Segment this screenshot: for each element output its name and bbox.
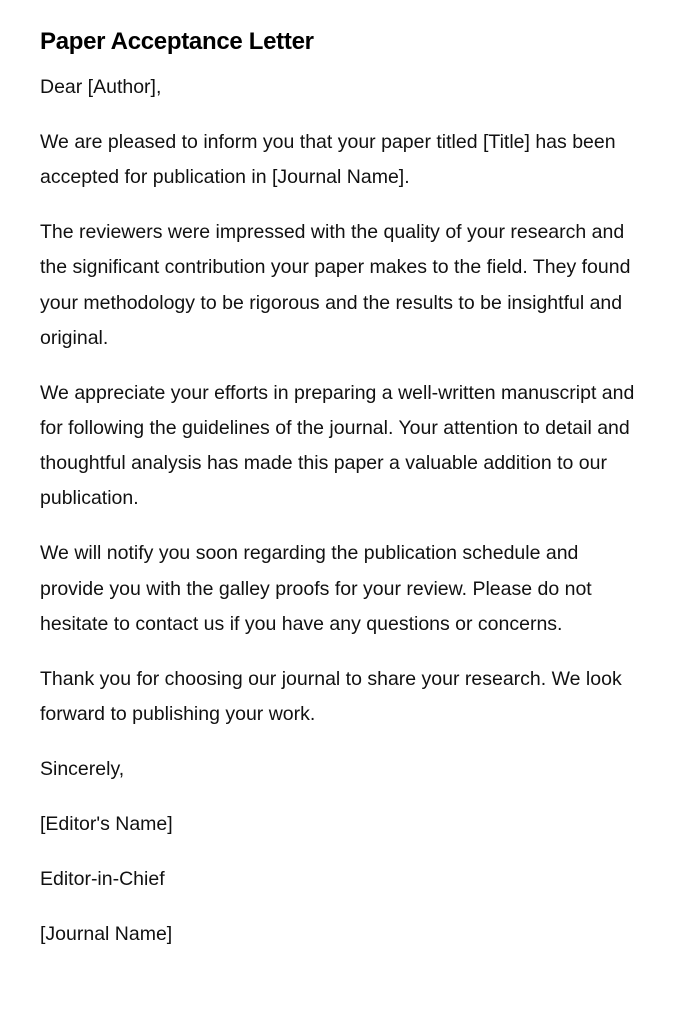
signature-journal: [Journal Name] — [40, 923, 173, 946]
signature-role: Editor-in-Chief — [40, 868, 165, 891]
signature-name: [Editor's Name] — [40, 813, 173, 836]
body-paragraph-2: The reviewers were impressed with the quality of your research and the significant contribution your paper makes to the field. They found your methodology to be rigorous and the results to be insightful and original. — [40, 221, 631, 349]
body-paragraph-4: We will notify you soon regarding the publication schedule and provide you with the galley proofs for your review. Please do not hesitate to contact us if you have any questions or concerns. — [40, 542, 592, 635]
salutation: Dear [Author], — [40, 76, 162, 98]
body-paragraph-5: Thank you for choosing our journal to share your research. We look forward to publishing your work. — [40, 667, 622, 726]
closing: Sincerely, — [40, 758, 125, 781]
acceptance-letter — [40, 26, 645, 972]
body-paragraph-1: We are pleased to inform you that your paper titled [Title] has been accepted for publication in [Journal Name]. — [40, 131, 616, 189]
body-paragraph-3: We appreciate your efforts in preparing a well-written manuscript and for following the guidelines of the journal. Your attention to detail and thoughtful analysis has made this paper a valuable addition to our publication. — [40, 381, 635, 510]
letter-title: Paper Acceptance Letter — [40, 28, 314, 55]
